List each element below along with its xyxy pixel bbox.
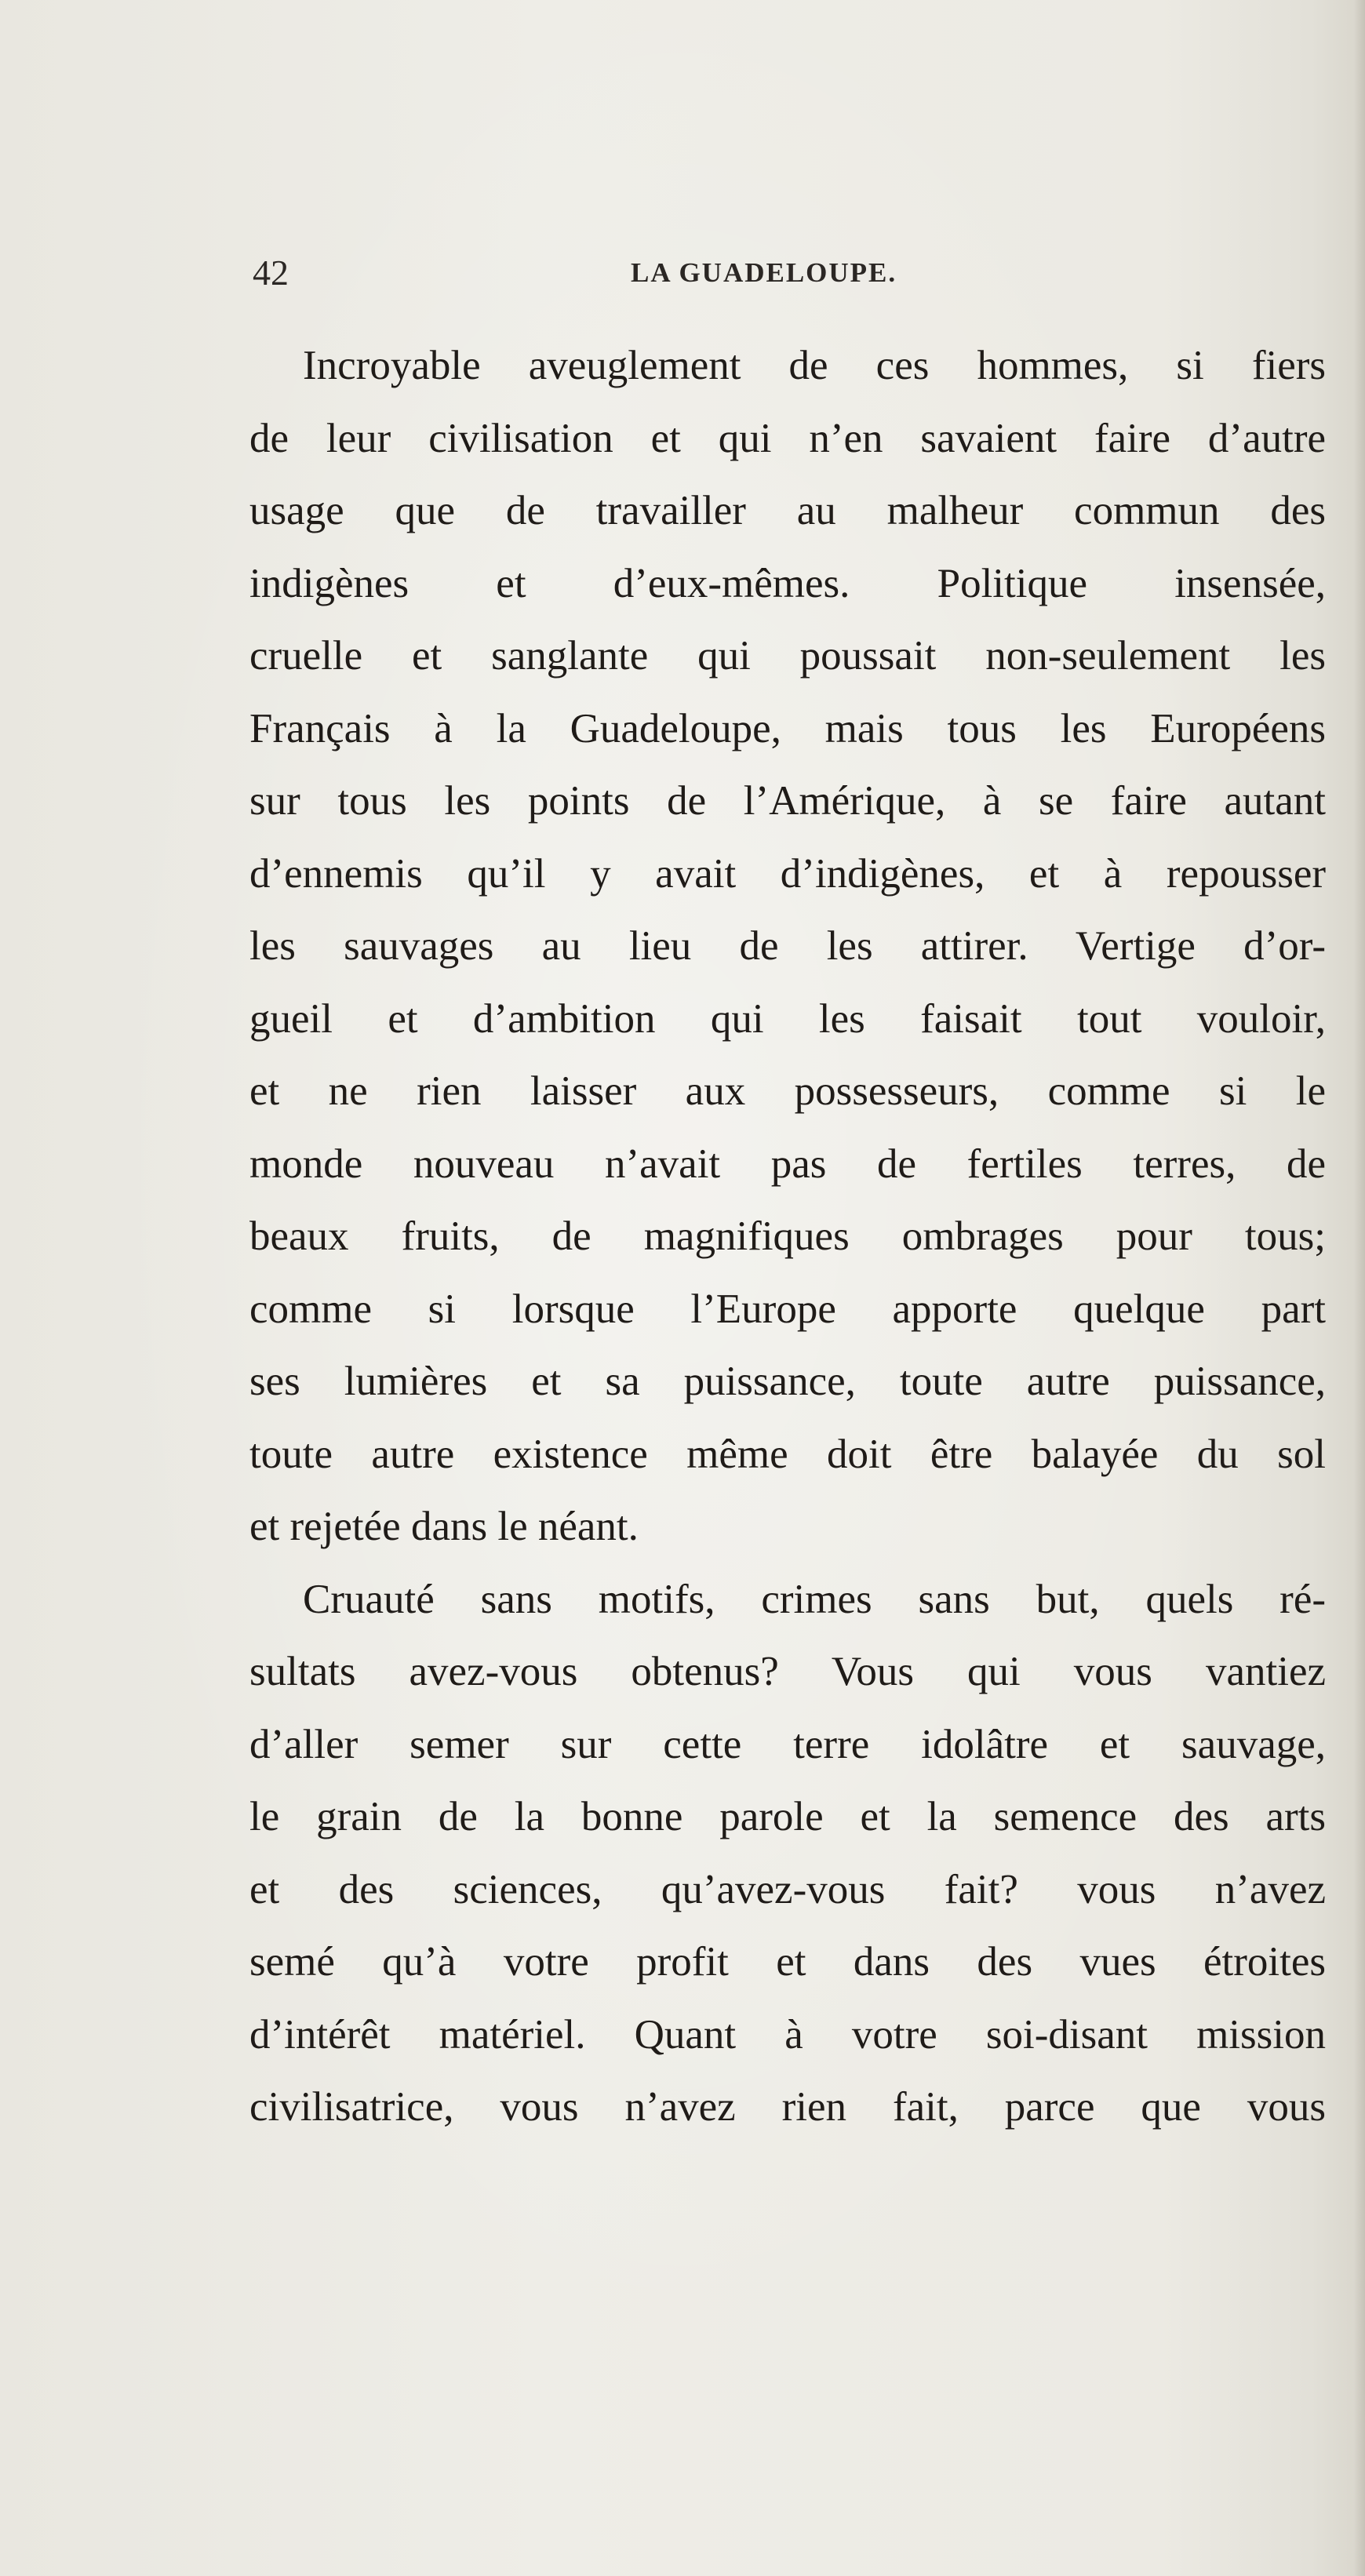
- text-line: et des sciences, qu’avez-vous fait? vous n’avez: [249, 1866, 1326, 1912]
- text-line: monde nouveau n’avait pas de fertiles terres, de: [249, 1141, 1326, 1187]
- paragraph-1: [249, 329, 1326, 1563]
- text-line: usage que de travailler au malheur commun des: [249, 488, 1326, 533]
- text-line: toute autre existence même doit être balayée du sol: [249, 1431, 1326, 1477]
- text-line: Cruauté sans motifs, crimes sans but, quels ré-: [303, 1576, 1326, 1622]
- text-line: civilisatrice, vous n’avez rien fait, parce que vous: [249, 2084, 1326, 2130]
- text-line: sur tous les points de l’Amérique, à se faire autant: [249, 778, 1326, 824]
- text-line: et ne rien laisser aux possesseurs, comme si le: [249, 1068, 1326, 1114]
- running-title: LA GUADELOUPE.: [631, 257, 897, 288]
- text-line: ses lumières et sa puissance, toute autre puissance,: [249, 1359, 1326, 1404]
- body-text: [249, 329, 1326, 2144]
- text-line: le grain de la bonne parole et la semence des arts: [249, 1794, 1326, 1839]
- text-line: d’ennemis qu’il y avait d’indigènes, et à repousser: [249, 850, 1326, 897]
- text-line: d’aller semer sur cette terre idolâtre et sauvage,: [249, 1721, 1326, 1767]
- text-line: indigènes et d’eux-mêmes. Politique insensée,: [249, 560, 1326, 606]
- text-line: beaux fruits, de magnifiques ombrages pour tous;: [249, 1213, 1326, 1259]
- text-line: Incroyable aveuglement de ces hommes, si fiers: [303, 343, 1326, 388]
- text-line: et rejetée dans le néant.: [249, 1504, 639, 1549]
- text-line: de leur civilisation et qui n’en savaient faire d’autre: [249, 415, 1326, 461]
- page-number: 42: [253, 253, 289, 293]
- text-line: Français à la Guadeloupe, mais tous les Européens: [249, 705, 1326, 751]
- text-line: gueil et d’ambition qui les faisait tout vouloir,: [249, 995, 1326, 1042]
- text-line: d’intérêt matériel. Quant à votre soi-disant mission: [249, 2011, 1326, 2058]
- text-line: cruelle et sanglante qui poussait non-seulement les: [249, 633, 1326, 679]
- running-head: [253, 249, 1326, 297]
- text-line: les sauvages au lieu de les attirer. Vertige d’or-: [249, 923, 1326, 969]
- text-line: sultats avez-vous obtenus? Vous qui vous vantiez: [249, 1649, 1326, 1694]
- page-edge-shadow: [1354, 0, 1365, 2576]
- text-line: semé qu’à votre profit et dans des vues étroites: [249, 1939, 1326, 1985]
- text-line: comme si lorsque l’Europe apporte quelque part: [249, 1286, 1326, 1332]
- paragraph-2: [249, 1563, 1326, 2144]
